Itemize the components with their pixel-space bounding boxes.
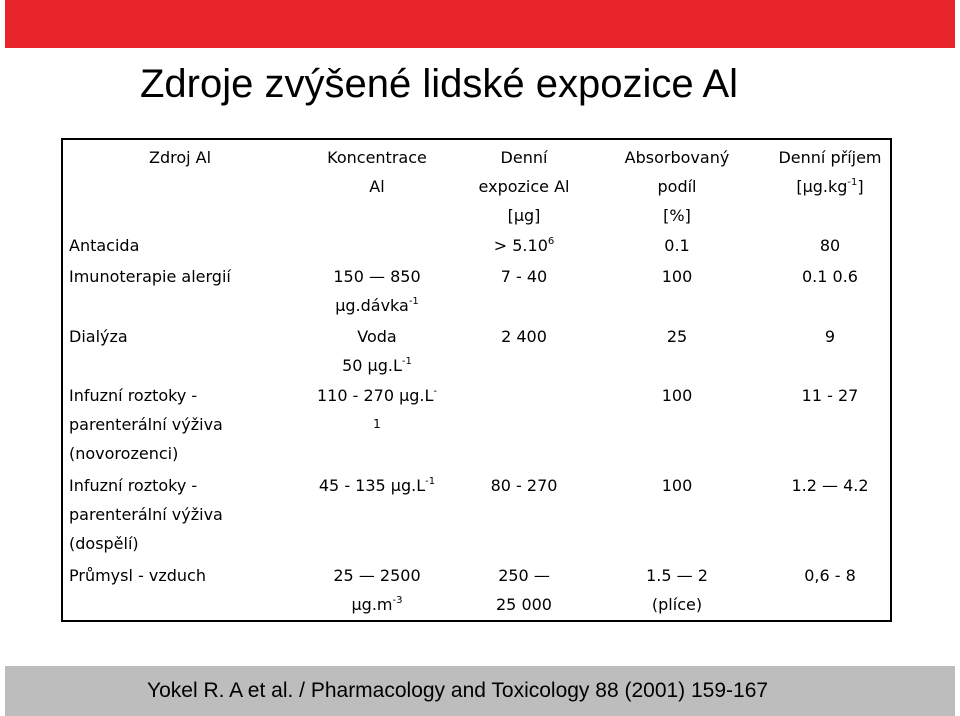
row-infusion-adult-source-line1: Infuzní roztoky - [69, 476, 198, 495]
row-immunotherapy-source: Imunoterapie alergií [69, 267, 231, 286]
row-infusion-adult-concentration: 45 - 135 $\mu g.L^{-1}$ [318, 476, 436, 495]
header-exposure-unit: [µg] [507, 206, 541, 225]
header-intake-line1: Denní příjem [778, 148, 882, 167]
header-concentration-line2: Al [369, 177, 385, 196]
row-dialysis-exposure: 2 400 [501, 327, 547, 346]
row-dialysis-source: Dialýza [69, 327, 128, 346]
row-immunotherapy-concentration-line2: µg.dávka$^{-1}$ [335, 296, 419, 315]
header-source: Zdroj Al [149, 148, 212, 167]
row-dialysis-intake: 9 [824, 327, 836, 346]
row-infusion-newborn-source-line2: parenterální výživa [69, 415, 223, 434]
row-immunotherapy-exposure: 7 - 40 [500, 267, 548, 286]
row-industry-exposure-line1: 250 — [498, 566, 550, 585]
row-infusion-newborn-concentration-line2: 1 [373, 417, 381, 431]
row-industry-exposure-line2: 25 000 [496, 595, 552, 614]
row-infusion-adult-intake: 1.2 — 4.2 [791, 476, 869, 495]
row-infusion-newborn-source-line1: Infuzní roztoky - [69, 386, 198, 405]
row-antacida-absorbed: 0.1 [664, 236, 690, 255]
row-antacida-intake: 80 [819, 236, 841, 255]
header-concentration-line1: Koncentrace [327, 148, 427, 167]
row-industry-source: Průmysl - vzduch [69, 566, 206, 585]
row-immunotherapy-concentration-line1: 150 — 850 [333, 267, 421, 286]
citation-text: Yokel R. A et al. / Pharmacology and Toxicology 88 (2001) 159-167 [147, 679, 769, 702]
header-intake-unit: $[\mu g.kg^{-1}]$ [796, 177, 864, 196]
row-dialysis-absorbed: 25 [666, 327, 688, 346]
top-accent-bar [5, 0, 955, 48]
row-industry-intake: 0,6 - 8 [804, 566, 856, 585]
row-infusion-adult-absorbed: 100 [661, 476, 693, 495]
row-infusion-newborn-absorbed: 100 [661, 386, 693, 405]
row-infusion-adult-exposure: 80 - 270 [490, 476, 558, 495]
row-infusion-newborn-intake: 11 - 27 [801, 386, 859, 405]
header-absorbed-unit: [%] [663, 206, 691, 225]
row-industry-concentration-line2: $\mu g.m^{-3}$ [351, 595, 403, 614]
row-infusion-adult-source-line2: parenterální výživa [69, 505, 223, 524]
header-exposure-line2: expozice Al [478, 177, 570, 196]
header-exposure-line1: Denní [500, 148, 548, 167]
slide-title: Zdroje zvýšené lidské expozice Al [140, 62, 739, 106]
row-infusion-newborn-concentration-line1: 110 - 270 µg.L- [316, 386, 438, 405]
row-industry-absorbed-line2: (plíce) [651, 595, 703, 614]
row-infusion-newborn-source-line3: (novorozenci) [69, 444, 179, 463]
row-antacida-source: Antacida [69, 236, 140, 255]
row-antacida-exposure: > $5.10^6$ [493, 236, 555, 255]
row-industry-absorbed-line1: 1.5 — 2 [646, 566, 708, 585]
header-absorbed-line2: podíl [657, 177, 697, 196]
row-immunotherapy-intake: 0.1 0.6 [802, 267, 858, 286]
row-immunotherapy-absorbed: 100 [661, 267, 693, 286]
row-infusion-adult-source-line3: (dospělí) [69, 534, 139, 553]
row-dialysis-concentration-line1: Voda [357, 327, 397, 346]
row-dialysis-concentration-line2: 50 $\mu g.L^{-1}$ [342, 356, 412, 375]
row-industry-concentration-line1: 25 — 2500 [333, 566, 421, 585]
header-absorbed-line1: Absorbovaný [624, 148, 730, 167]
